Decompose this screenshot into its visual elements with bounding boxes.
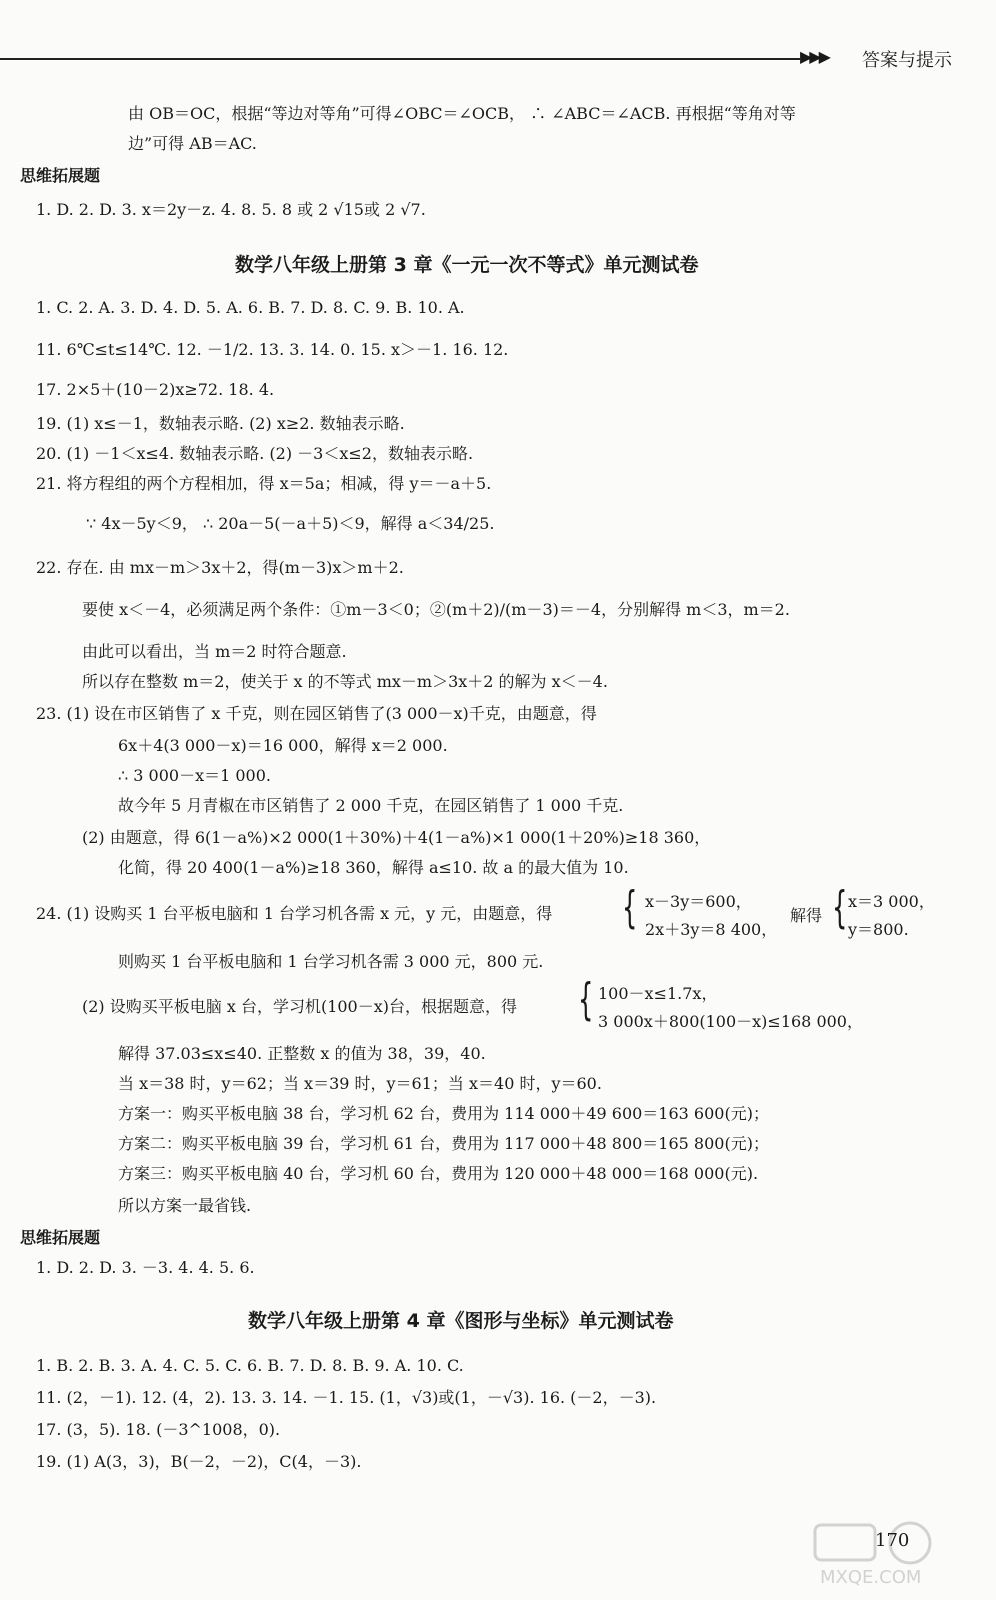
answer-line: 17. 2×5＋(10－2)x≥72. 18. 4. xyxy=(36,380,275,399)
answer-line: 化简，得 20 400(1－a%)≥18 360，解得 a≤10. 故 a 的最大值为 10. xyxy=(118,858,629,877)
equation-line: 3 000x＋800(100－x)≤168 000， xyxy=(598,1012,863,1031)
answer-line: 要使 x＜－4，必须满足两个条件：①m－3＜0；②(m＋2)/(m－3)＝－4，分别解得 m＜3，m＝2. xyxy=(82,600,790,619)
answer-line: 24. (1) 设购买 1 台平板电脑和 1 台学习机各需 x 元，y 元，由题意，得 xyxy=(36,904,553,923)
answer-line: 解得 xyxy=(790,906,823,925)
answer-line: (2) 由题意，得 6(1－a%)×2 000(1＋30%)＋4(1－a%)×1 000(1＋20%)≥18 360， xyxy=(82,828,711,847)
answer-line: 20. (1) －1＜x≤4. 数轴表示略. (2) －3＜x≤2，数轴表示略. xyxy=(36,444,474,463)
answer-line: ∴ 3 000－x＝1 000. xyxy=(118,766,271,785)
answer-line: 解得 37.03≤x≤40. 正整数 x 的值为 38，39，40. xyxy=(118,1044,486,1063)
header-title: 答案与提示 xyxy=(862,50,952,71)
answer-line: 23. (1) 设在市区销售了 x 千克，则在园区销售了(3 000－x)千克，由题意，得 xyxy=(36,704,597,723)
answer-line: 所以方案一最省钱. xyxy=(118,1196,252,1215)
answer-line: 方案二：购买平板电脑 39 台，学习机 61 台，费用为 117 000＋48 800＝165 800(元)； xyxy=(118,1134,769,1153)
answer-line: 1. D. 2. D. 3. x＝2y－z. 4. 8. 5. 8 或 2 √15或 2 √7. xyxy=(36,200,426,219)
answer-line: 方案一：购买平板电脑 38 台，学习机 62 台，费用为 114 000＋49 600＝163 600(元)； xyxy=(118,1104,769,1123)
equation-line: 100－x≤1.7x， xyxy=(598,984,718,1003)
subsection-heading: 思维拓展题 xyxy=(20,166,101,185)
equation-line: x＝3 000， xyxy=(848,892,935,911)
answer-line: 19. (1) x≤－1，数轴表示略. (2) x≥2. 数轴表示略. xyxy=(36,414,405,433)
text-line: 边”可得 AB＝AC. xyxy=(128,134,257,153)
answer-line: 11. 6℃≤t≤14℃. 12. －1/2. 13. 3. 14. 0. 15. x＞－1. 16. 12. xyxy=(36,340,509,359)
answer-line: 当 x＝38 时，y＝62；当 x＝39 时，y＝61；当 x＝40 时，y＝60. xyxy=(118,1074,602,1093)
answer-line: 所以存在整数 m＝2，使关于 x 的不等式 mx－m＞3x＋2 的解为 x＜－4. xyxy=(82,672,608,691)
subsection-heading: 思维拓展题 xyxy=(20,1228,101,1247)
equation-line: x－3y＝600， xyxy=(645,892,752,911)
answer-line: 22. 存在. 由 mx－m＞3x＋2，得(m－3)x＞m＋2. xyxy=(36,558,404,577)
answer-line: 6x＋4(3 000－x)＝16 000，解得 x＝2 000. xyxy=(118,736,448,755)
answer-line: 1. B. 2. B. 3. A. 4. C. 5. C. 6. B. 7. D. 8. B. 9. A. 10. C. xyxy=(36,1356,464,1375)
answer-line: 17. (3，5). 18. (－3^1008，0). xyxy=(36,1420,281,1439)
page-number: 170 xyxy=(875,1530,910,1551)
answer-line: 19. (1) A(3，3)，B(－2，－2)，C(4，－3). xyxy=(36,1452,362,1471)
answer-line: 由此可以看出，当 m＝2 时符合题意. xyxy=(82,642,347,661)
answer-line: ∵ 4x－5y＜9， ∴ 20a－5(－a＋5)＜9，解得 a＜34/25. xyxy=(86,514,495,533)
header-rule xyxy=(0,58,800,60)
answer-line: 11. (2，－1). 12. (4，2). 13. 3. 14. －1. 15. (1，√3)或(1，－√3). 16. (－2，－3). xyxy=(36,1388,657,1407)
watermark-text: MXQE.COM xyxy=(820,1567,922,1588)
left-brace: { xyxy=(622,882,638,933)
answer-line: (2) 设购买平板电脑 x 台，学习机(100－x)台，根据题意，得 xyxy=(82,997,517,1016)
answer-line: 故今年 5 月青椒在市区销售了 2 000 千克，在园区销售了 1 000 千克. xyxy=(118,796,624,815)
left-brace: { xyxy=(832,882,848,933)
watermark-logo xyxy=(800,1515,980,1590)
answer-line: 方案三：购买平板电脑 40 台，学习机 60 台，费用为 120 000＋48 000＝168 000(元). xyxy=(118,1164,759,1183)
header-arrows-icon: ▶▶▶ xyxy=(800,47,828,66)
text-line: 由 OB＝OC，根据“等边对等角”可得∠OBC＝∠OCB， ∴ ∠ABC＝∠ACB. 再根据“等角对等 xyxy=(128,104,796,123)
section-title: 数学八年级上册第 4 章《图形与坐标》单元测试卷 xyxy=(248,1310,674,1332)
section-title: 数学八年级上册第 3 章《一元一次不等式》单元测试卷 xyxy=(235,254,699,276)
equation-line: y＝800. xyxy=(848,920,909,939)
answer-line: 1. C. 2. A. 3. D. 4. D. 5. A. 6. B. 7. D. 8. C. 9. B. 10. A. xyxy=(36,298,465,317)
equation-line: 2x＋3y＝8 400， xyxy=(645,920,778,939)
left-brace: { xyxy=(578,974,594,1025)
answer-line: 1. D. 2. D. 3. －3. 4. 4. 5. 6. xyxy=(36,1258,255,1277)
answer-line: 则购买 1 台平板电脑和 1 台学习机各需 3 000 元，800 元. xyxy=(118,952,544,971)
answer-line: 21. 将方程组的两个方程相加，得 x＝5a；相减，得 y＝－a＋5. xyxy=(36,474,492,493)
